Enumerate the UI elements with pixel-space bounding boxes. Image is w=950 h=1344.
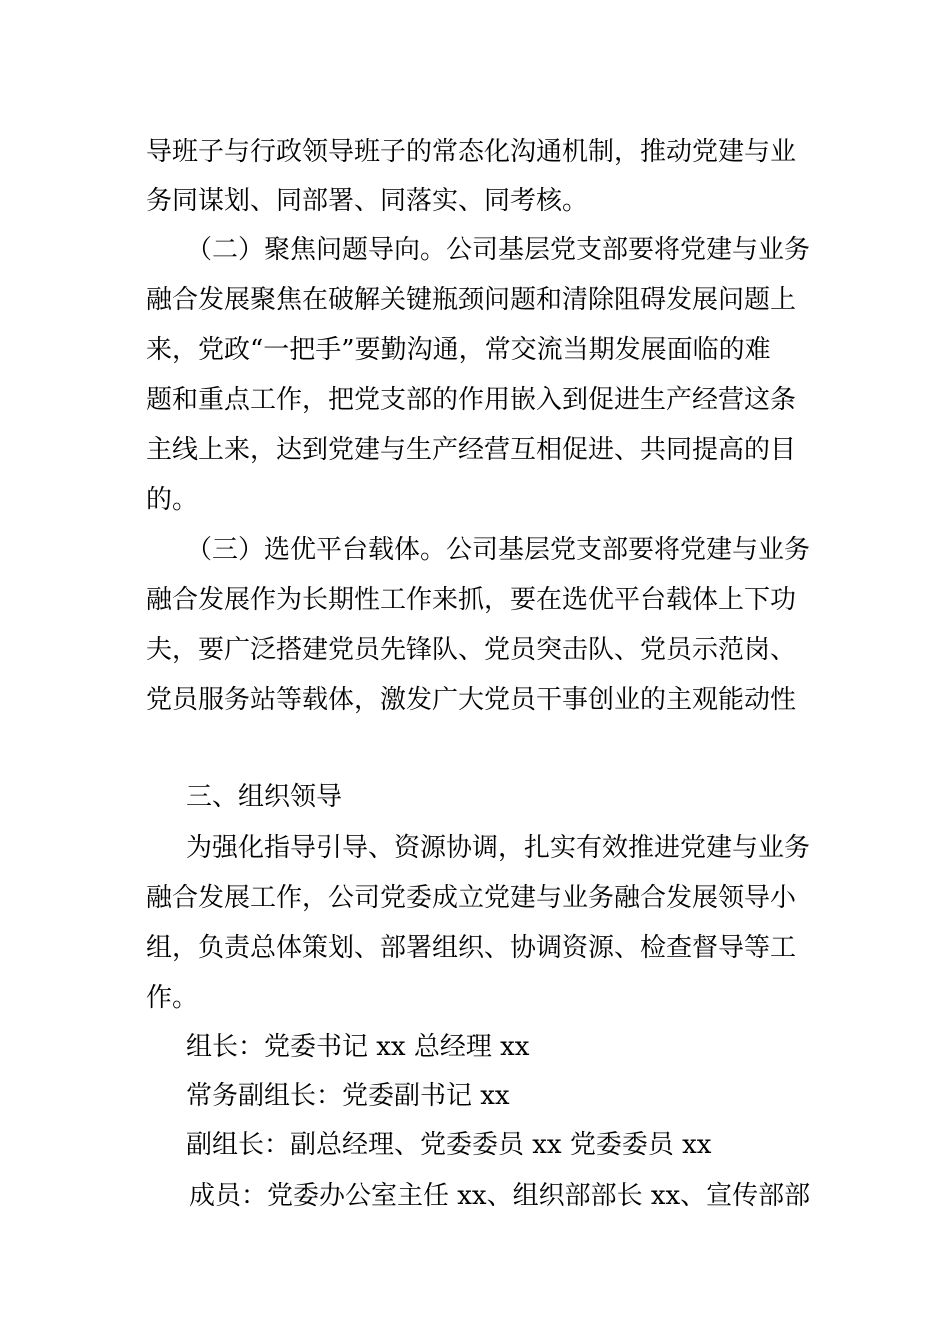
paragraph-line: 的。: [146, 485, 199, 515]
paragraph-line: 来，党政“一把手”要勤沟通，常交流当期发展面临的难: [146, 335, 771, 365]
paragraph-line: 组，负责总体策划、部署组织、协调资源、检查督导等工: [146, 933, 797, 963]
executive-deputy-leader-line: 常务副组长：党委副书记 xx: [186, 1081, 510, 1111]
section-two-heading-line: （二）聚焦问题导向。公司基层党支部要将党建与业务: [186, 235, 811, 265]
paragraph-line: 作。: [146, 983, 199, 1013]
section-three-heading-line: （三）选优平台载体。公司基层党支部要将党建与业务: [186, 535, 811, 565]
paragraph-line: 为强化指导引导、资源协调，扎实有效推进党建与业务: [186, 833, 811, 863]
paragraph-line: 务同谋划、同部署、同落实、同考核。: [146, 186, 589, 216]
paragraph-line: 题和重点工作，把党支部的作用嵌入到促进生产经营这条: [146, 385, 797, 415]
paragraph-line: 主线上来，达到党建与生产经营互相促进、共同提高的目: [146, 435, 797, 465]
paragraph-line: 党员服务站等载体，激发广大党员干事创业的主观能动性: [146, 685, 797, 715]
paragraph-line: 导班子与行政领导班子的常态化沟通机制，推动党建与业: [146, 137, 797, 167]
paragraph-line: 融合发展作为长期性工作来抓，要在选优平台载体上下功: [146, 585, 797, 615]
paragraph-line: 融合发展工作，公司党委成立党建与业务融合发展领导小: [146, 883, 797, 913]
leader-line: 组长：党委书记 xx 总经理 xx: [186, 1032, 530, 1062]
members-line: 成员：党委办公室主任 xx、组织部部长 xx、宣传部部: [189, 1181, 811, 1211]
paragraph-line: 夫，要广泛搭建党员先锋队、党员突击队、党员示范岗、: [146, 635, 797, 665]
deputy-leader-line: 副组长：副总经理、党委委员 xx 党委委员 xx: [186, 1130, 712, 1160]
paragraph-line: 融合发展聚焦在破解关键瓶颈问题和清除阻碍发展问题上: [146, 285, 797, 315]
section-heading-organization: 三、组织领导: [186, 782, 343, 812]
